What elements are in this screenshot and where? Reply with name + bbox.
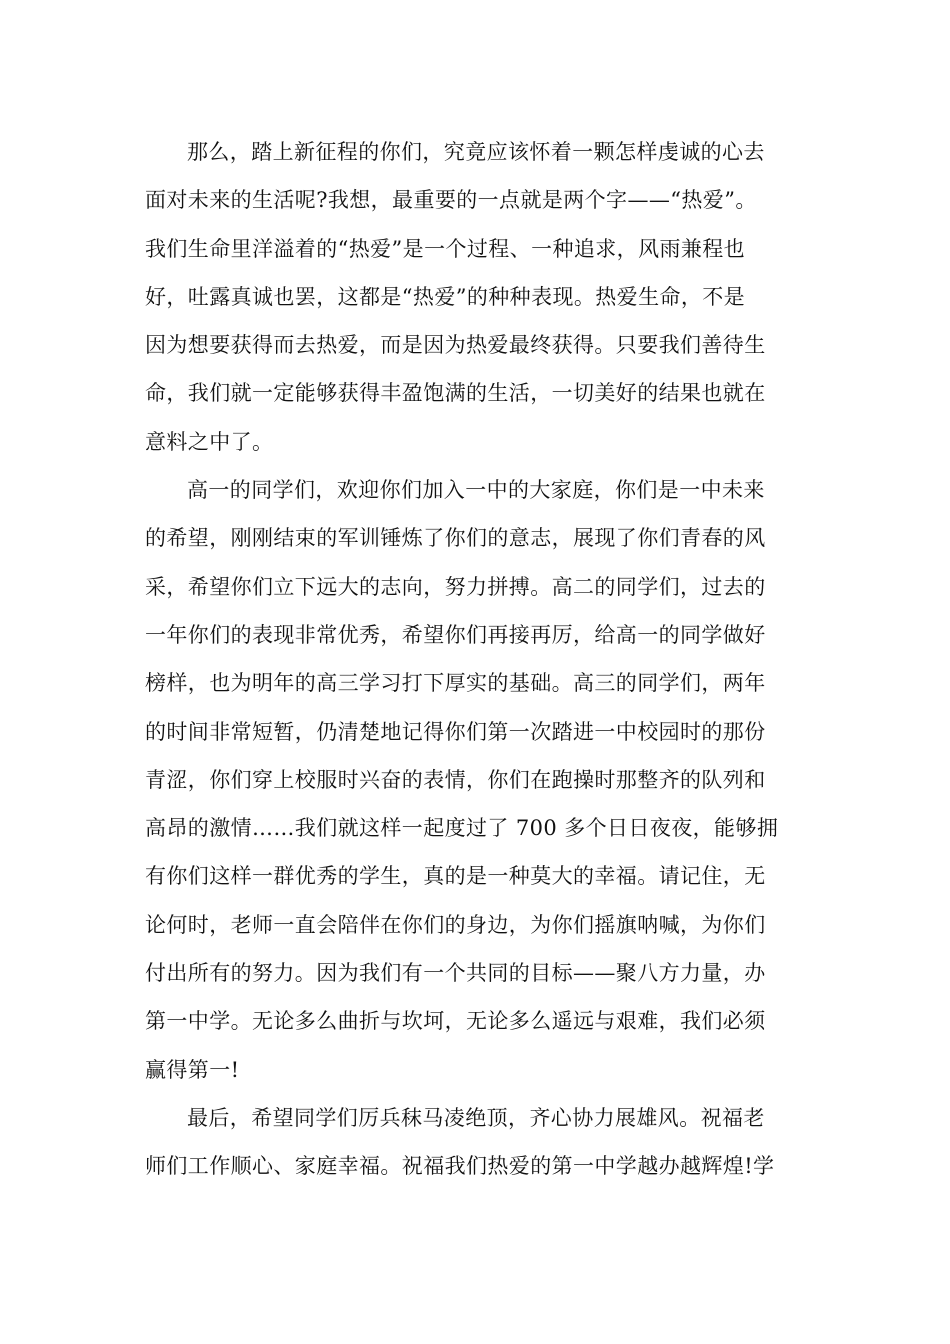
text-line: 青涩，你们穿上校服时兴奋的表情，你们在跑操时那整齐的队列和 [145, 767, 766, 792]
document-body [145, 128, 807, 1191]
text-line: 榜样，也为明年的高三学习打下厚实的基础。高三的同学们，两年 [145, 671, 766, 696]
text-line: 最后，希望同学们厉兵秣马凌绝顶，齐心协力展雄风。祝福老 [187, 1105, 765, 1130]
text-line: 第一中学。无论多么曲折与坎坷，无论多么遥远与艰难，我们必须 [145, 1009, 766, 1034]
paragraph-2 [145, 466, 807, 1094]
text-line: 面对未来的生活呢?我想，最重要的一点就是两个字——“热爱”。 [145, 188, 757, 213]
text-line: 高昂的激情……我们就这样一起度过了 700 多个日日夜夜，能够拥 [145, 816, 779, 841]
text-line: 有你们这样一群优秀的学生，真的是一种莫大的幸福。请记住，无 [145, 864, 766, 889]
text-line: 我们生命里洋溢着的“热爱”是一个过程、一种追求，风雨兼程也 [145, 236, 746, 261]
text-line: 赢得第一! [145, 1057, 240, 1082]
text-line: 高一的同学们，欢迎你们加入一中的大家庭，你们是一中未来 [187, 478, 765, 503]
text-line: 一年你们的表现非常优秀，希望你们再接再厉，给高一的同学做好 [145, 622, 766, 647]
text-line: 命，我们就一定能够获得丰盈饱满的生活，一切美好的结果也就在 [145, 381, 766, 406]
text-line: 那么，踏上新征程的你们，究竟应该怀着一颗怎样虔诚的心去 [187, 140, 765, 164]
text-line: 因为想要获得而去热爱，而是因为热爱最终获得。只要我们善待生 [145, 333, 766, 358]
text-line: 好，吐露真诚也罢，这都是“热爱”的种种表现。热爱生命，不是 [145, 284, 746, 309]
text-line: 的时间非常短暂，仍清楚地记得你们第一次踏进一中校园时的那份 [145, 719, 766, 744]
text-line: 的希望，刚刚结束的军训锤炼了你们的意志，展现了你们青春的风 [145, 526, 766, 551]
text-line: 采，希望你们立下远大的志向，努力拼搏。高二的同学们，过去的 [145, 574, 766, 599]
paragraph-1 [145, 128, 807, 466]
text-line: 论何时，老师一直会陪伴在你们的身边，为你们摇旗呐喊，为你们 [145, 912, 766, 937]
text-line: 师们工作顺心、家庭幸福。祝福我们热爱的第一中学越办越辉煌!学 [145, 1154, 775, 1179]
text-line: 意料之中了。 [145, 429, 274, 454]
text-line: 付出所有的努力。因为我们有一个共同的目标——聚八方力量，办 [145, 961, 766, 986]
paragraph-3 [145, 1094, 807, 1191]
